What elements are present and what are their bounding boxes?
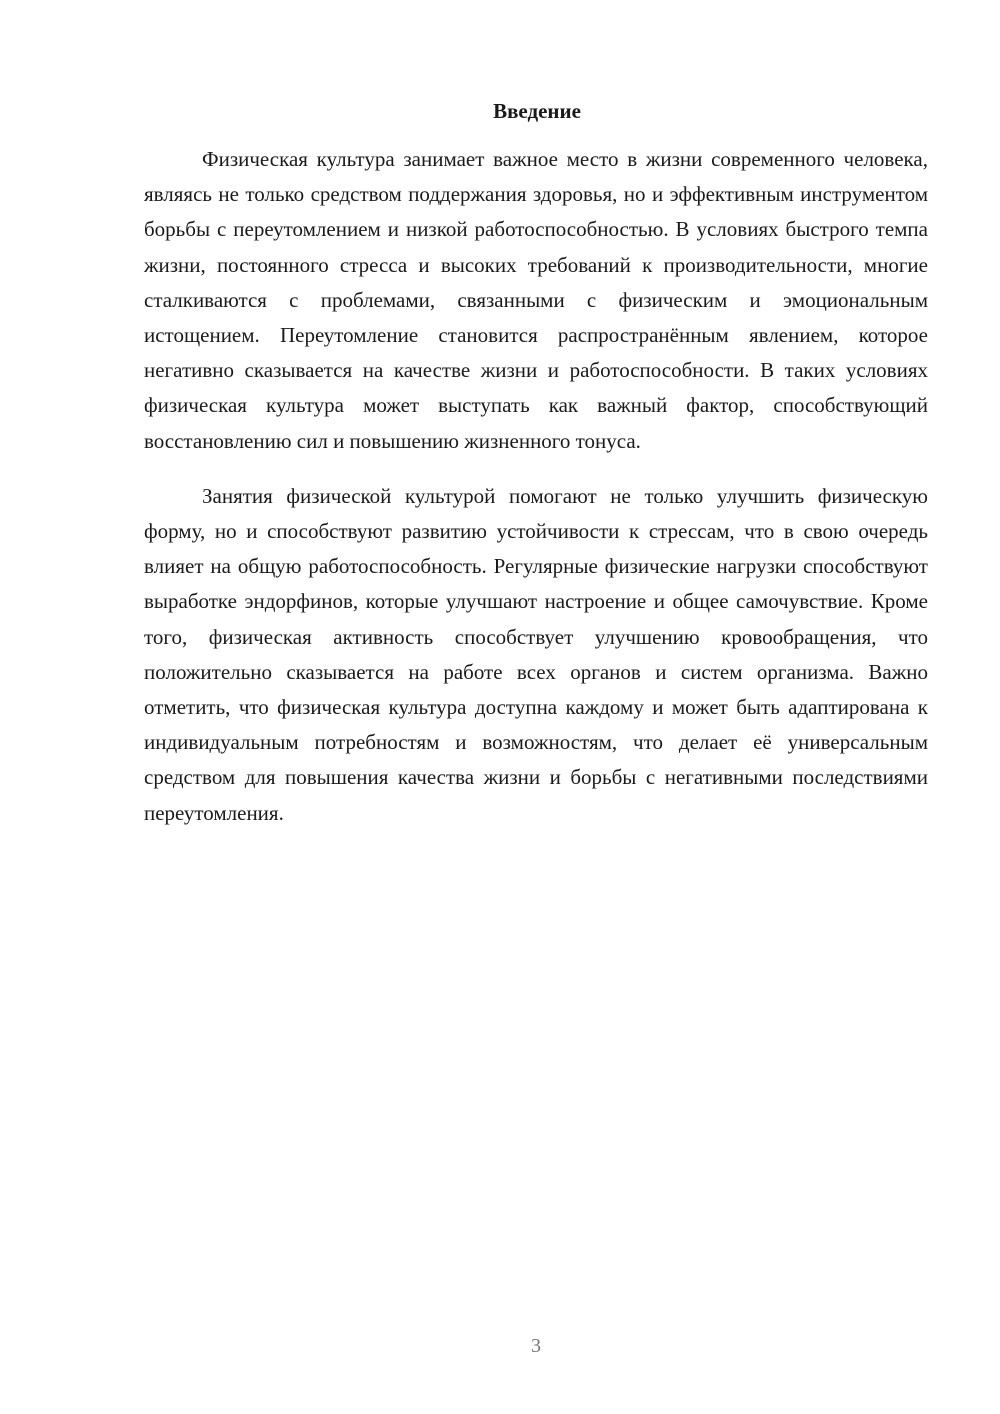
paragraph-1: Физическая культура занимает важное место в жизни современного человека, являясь не только средством поддержания здоровья, но и эффективным инструментом борьбы с переутомлением и низкой работоспособностью. В условиях быстрого темпа жизни, постоянного стресса и высоких требований к производительности, многие сталкиваются с проблемами, связанными с физическим и эмоциональным истощением. Переутомление становится распространённым явлением, которое негативно сказывается на качестве жизни и работоспособности. В таких условиях физическая культура может выступать как важный фактор, способствующий восстановлению сил и повышению жизненного тонуса. [144, 147, 928, 453]
page-content [144, 96, 928, 831]
paragraph-2: Занятия физической культурой помогают не только улучшить физическую форму, но и способствуют развитию устойчивости к стрессам, что в свою очередь влияет на общую работоспособность. Регулярные физические нагрузки способствуют выработке эндорфинов, которые улучшают настроение и общее самочувствие. Кроме того, физическая активность способствует улучшению кровообращения, что положительно сказывается на работе всех органов и систем организма. Важно отметить, что физическая культура доступна каждому и может быть адаптирована к индивидуальным потребностям и возможностям, что делает её универсальным средством для повышения качества жизни и борьбы с негативными последствиями переутомления. [144, 483, 928, 825]
section-heading: Введение [493, 99, 581, 123]
page-number: 3 [531, 1335, 541, 1357]
